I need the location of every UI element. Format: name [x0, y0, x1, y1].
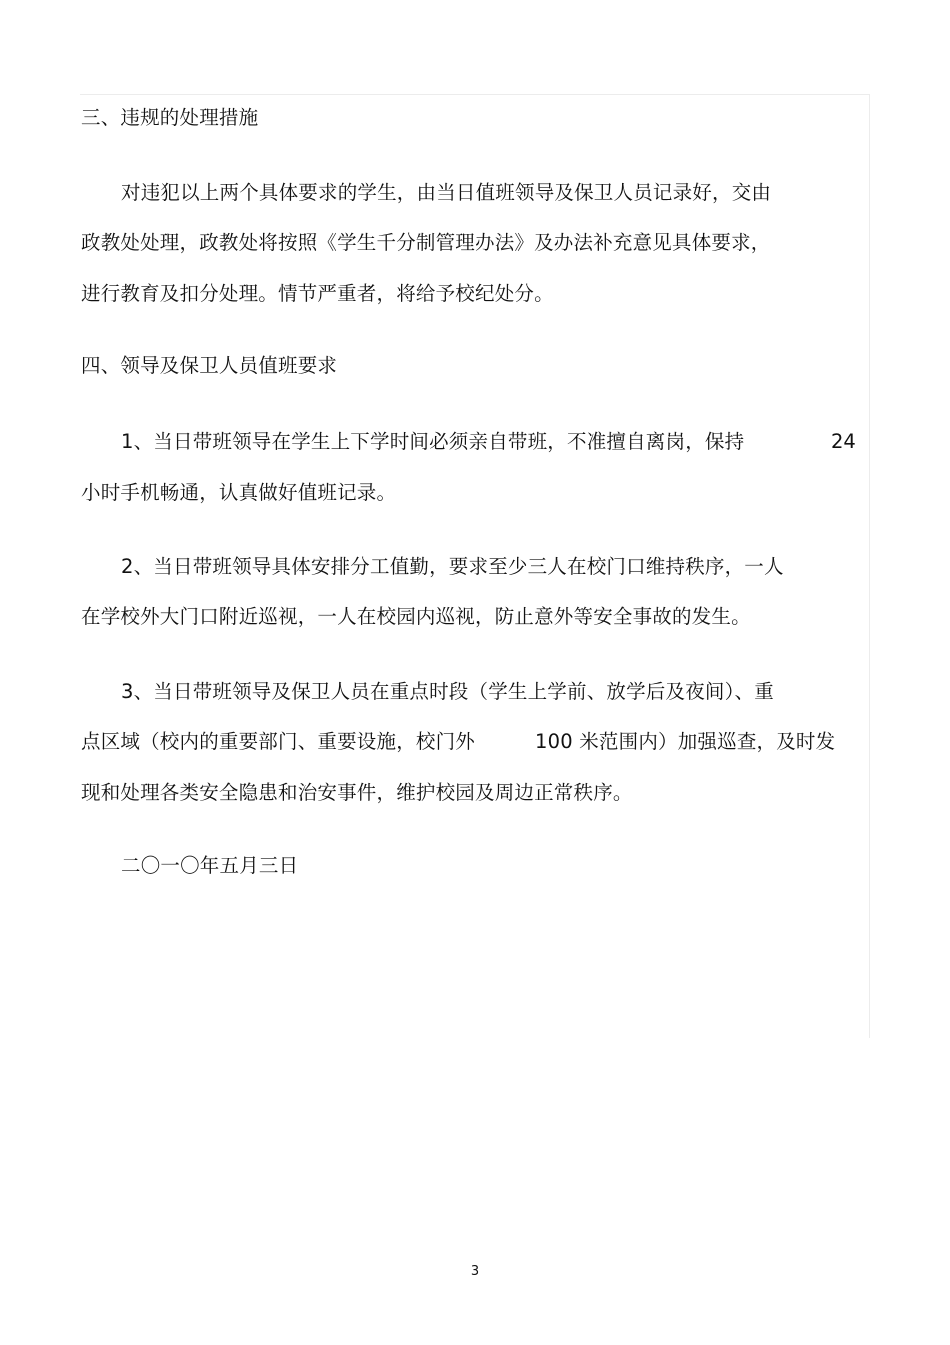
section3-paragraph-line-1: 对违犯以上两个具体要求的学生，由当日值班领导及保卫人员记录好，交由 [121, 181, 772, 204]
document-date: 二〇一〇年五月三日 [121, 854, 299, 877]
item3-line-2-part-1: 点区域（校内的重要部门、重要设施，校门外 [81, 730, 476, 753]
page-frame-top-border [80, 94, 870, 95]
item2-line-2: 在学校外大门口附近巡视，一人在校园内巡视，防止意外等安全事故的发生。 [81, 605, 751, 628]
item1-line-2: 小时手机畅通，认真做好值班记录。 [81, 481, 397, 504]
section3-paragraph-line-3: 进行教育及扣分处理。情节严重者，将给予校纪处分。 [81, 282, 554, 305]
item2-line-1: 2、当日带班领导具体安排分工值勤，要求至少三人在校门口维持秩序，一人 [121, 555, 784, 578]
page-number: 3 [470, 1264, 480, 1279]
section4-heading: 四、领导及保卫人员值班要求 [81, 354, 338, 377]
item1-line-1: 1、当日带班领导在学生上下学时间必须亲自带班，不准擅自离岗，保持 [121, 430, 745, 453]
section3-heading: 三、违规的处理措施 [81, 106, 259, 129]
item1-line-1-number: 24 [831, 430, 856, 453]
section3-paragraph-line-2: 政教处处理，政教处将按照《学生千分制管理办法》及办法补充意见具体要求， [81, 231, 771, 254]
page-frame-right-border [869, 94, 870, 1038]
item3-line-2-part-2: 100 米范围内）加强巡查，及时发 [535, 730, 836, 753]
item3-line-1: 3、当日带班领导及保卫人员在重点时段（学生上学前、放学后及夜间）、重 [121, 680, 774, 703]
item3-line-3: 现和处理各类安全隐患和治安事件，维护校园及周边正常秩序。 [81, 781, 633, 804]
